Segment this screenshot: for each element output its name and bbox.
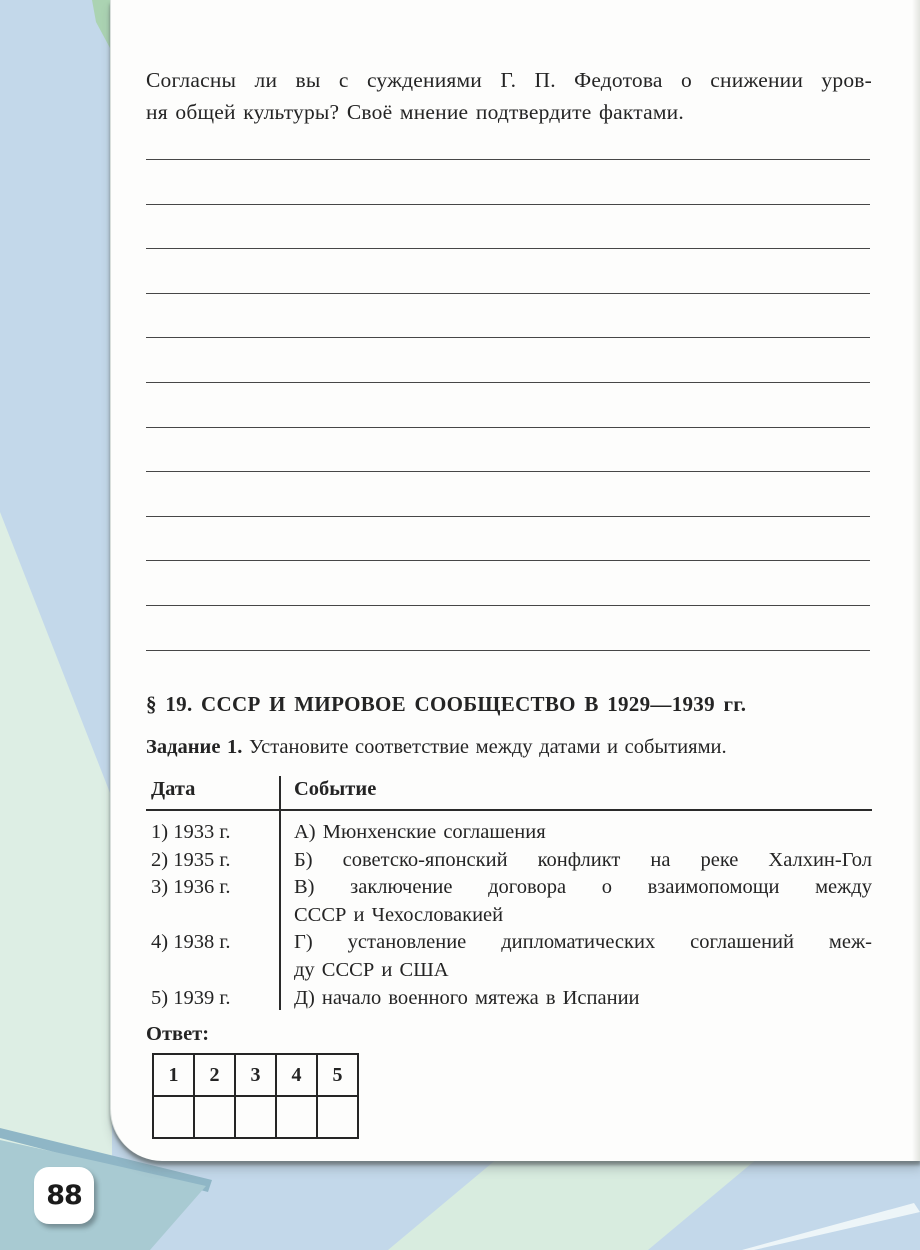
answer-grid-value-cell <box>317 1096 358 1138</box>
page-number: 88 <box>46 1180 82 1211</box>
match-table-header-event: Событие <box>294 778 377 800</box>
date-cell: 5) 1939 г. <box>151 986 231 1009</box>
answer-grid-value-cell <box>194 1096 235 1138</box>
date-cell: 1) 1933 г. <box>151 821 231 843</box>
writing-line <box>146 159 870 204</box>
writing-line <box>146 293 870 338</box>
answer-grid-header-cell: 5 <box>317 1054 358 1096</box>
answer-grid-header-cell: 4 <box>276 1054 317 1096</box>
date-cell: 4) 1938 г. <box>151 931 231 954</box>
event-line: Б) советско-японский конфликт на реке Халхин-Гол <box>294 848 872 871</box>
writing-line <box>146 337 870 382</box>
event-line: ду СССР и США <box>294 958 449 981</box>
date-cell: 3) 1936 г. <box>151 876 231 899</box>
event-cell <box>279 985 872 1013</box>
table-row <box>146 819 872 847</box>
writing-line <box>146 560 870 605</box>
writing-lines <box>146 159 870 694</box>
writing-line <box>146 427 870 472</box>
question-text <box>146 64 872 128</box>
table-row <box>146 929 872 984</box>
match-table-rows <box>146 819 872 1012</box>
event-line: СССР и Чехословакией <box>294 903 504 926</box>
writing-line <box>146 204 870 249</box>
task-text: Установите соответствие между датами и событиями. <box>242 736 727 758</box>
date-cell: 2) 1935 г. <box>151 848 231 871</box>
match-table-header <box>146 772 872 801</box>
event-cell <box>279 847 872 875</box>
event-line: Г) установление дипломатических соглашений меж- <box>294 931 872 954</box>
section-title: § 19. СССР И МИРОВОЕ СООБЩЕСТВО В 1929—1939 гг. <box>146 692 747 716</box>
match-table-header-date: Дата <box>151 778 196 800</box>
table-row <box>146 874 872 929</box>
task-label: Задание 1. <box>146 736 243 758</box>
table-row <box>146 985 872 1013</box>
answer-grid-value-cell <box>235 1096 276 1138</box>
writing-line <box>146 382 870 427</box>
page-right-edge <box>912 0 920 1161</box>
answer-grid-header-cell: 1 <box>153 1054 194 1096</box>
question-line-1: Согласны ли вы с суждениями Г. П. Федотова о снижении уров- <box>146 68 872 92</box>
answer-grid-value-cell <box>153 1096 194 1138</box>
workbook-page <box>110 0 920 1161</box>
writing-line <box>146 650 870 695</box>
task-line <box>146 736 876 759</box>
event-cell <box>279 819 872 847</box>
answer-grid-header-row <box>153 1054 358 1096</box>
table-row <box>146 847 872 875</box>
writing-line <box>146 248 870 293</box>
question-line-2: ня общей культуры? Своё мнение подтвердите фактами. <box>146 100 684 124</box>
event-line: В) заключение договора о взаимопомощи между <box>294 876 872 899</box>
answer-grid <box>152 1053 359 1139</box>
answer-grid-header-cell: 2 <box>194 1054 235 1096</box>
writing-line <box>146 471 870 516</box>
answer-grid-value-cell <box>276 1096 317 1138</box>
event-cell <box>279 874 872 929</box>
event-cell <box>279 929 872 984</box>
match-table <box>146 772 872 1012</box>
event-line: Д) начало военного мятежа в Испании <box>294 986 640 1009</box>
event-line: А) Мюнхенские соглашения <box>294 821 546 843</box>
writing-line <box>146 516 870 561</box>
answer-label: Ответ: <box>146 1023 210 1045</box>
answer-grid-header-cell: 3 <box>235 1054 276 1096</box>
match-table-header-rule <box>146 809 872 811</box>
match-table-column-divider <box>279 776 281 1010</box>
writing-line <box>146 605 870 650</box>
page-number-badge <box>34 1167 94 1224</box>
answer-grid-value-row <box>153 1096 358 1138</box>
